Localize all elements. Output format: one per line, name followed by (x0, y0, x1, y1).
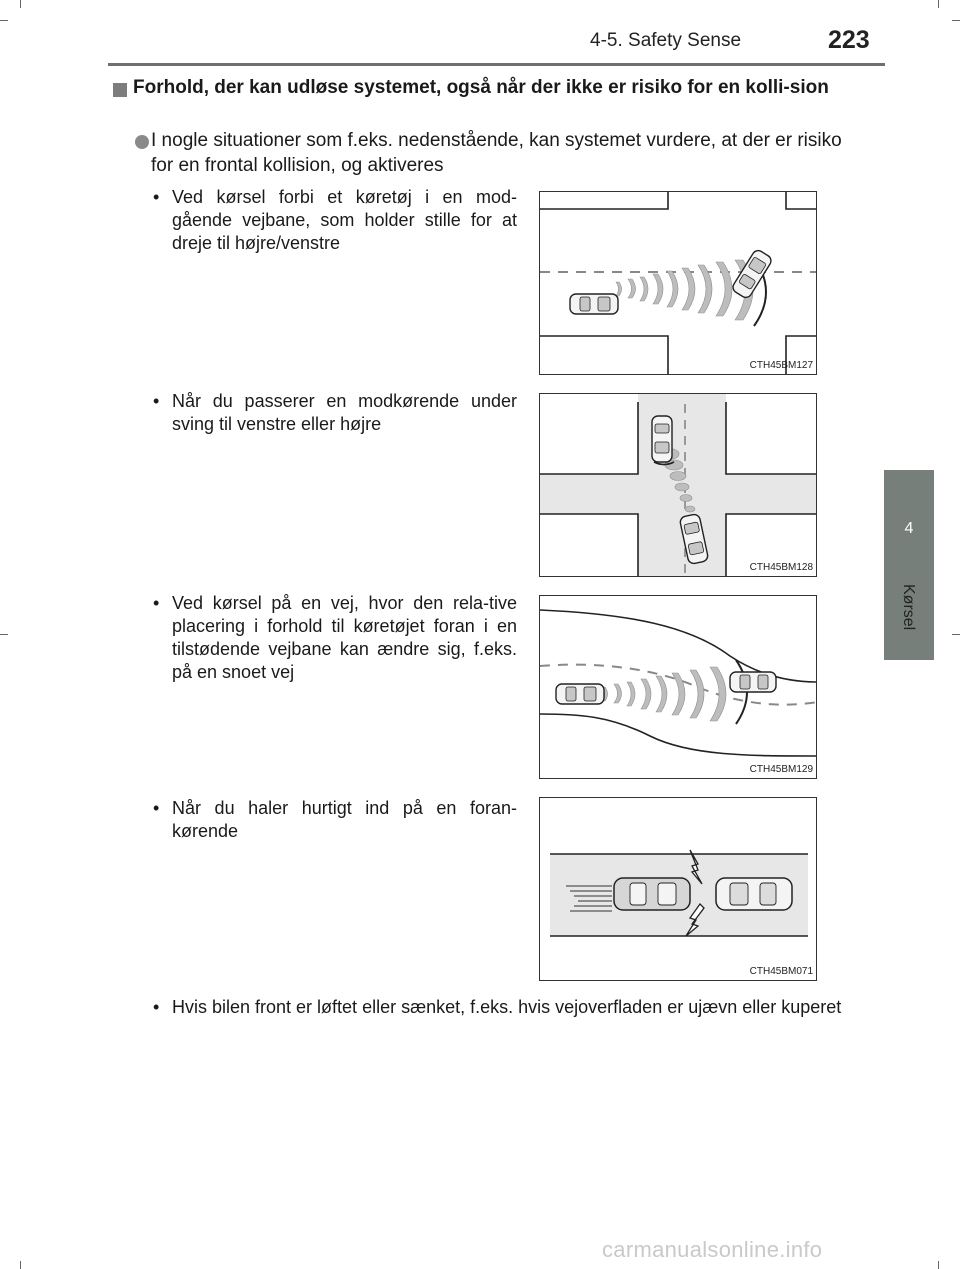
page-number: 223 (828, 26, 870, 54)
intro-paragraph: I nogle situationer som f.eks. nedenstående, kan systemet vurdere, at der er risiko for en frontal kollision, og aktiveres (151, 130, 842, 176)
section-title: 4-5. Safety Sense (590, 30, 742, 51)
list-item-text: Når du haler hurtigt ind på en foran-kørende (172, 798, 517, 841)
heading-square-icon (113, 83, 127, 97)
chapter-number: 4 (904, 520, 914, 537)
list-item-text: Hvis bilen front er løftet eller sænket, f.eks. hvis vejoverfladen er ujævn eller kuperet (172, 997, 842, 1017)
crop-mark (20, 0, 21, 8)
chapter-label: Kørsel (900, 584, 917, 631)
figure-code: CTH45BM129 (749, 764, 813, 775)
crop-mark (952, 20, 960, 21)
figure-oncoming-turning-vehicle (539, 191, 817, 375)
circle-bullet-icon (135, 135, 149, 149)
bullet-dot: • (153, 798, 160, 818)
bullet-dot: • (153, 391, 160, 411)
bullet-dot: • (153, 593, 160, 613)
section-heading: Forhold, der kan udløse systemet, også når der ikke er risiko for en kolli-sion (133, 77, 829, 98)
figure-code: CTH45BM071 (749, 966, 813, 977)
figure-code: CTH45BM127 (749, 360, 813, 371)
crop-mark (0, 634, 8, 635)
figure-rapid-approach (539, 797, 817, 981)
chapter-label-wrap (883, 576, 933, 656)
crop-mark (952, 634, 960, 635)
list-item-text: Ved kørsel forbi et køretøj i en mod-gående vejbane, som holder stille for at dreje til højre/venstre (172, 187, 517, 253)
figure-code: CTH45BM128 (749, 562, 813, 573)
crop-mark (938, 0, 939, 8)
watermark: carmanualsonline.info (602, 1237, 823, 1262)
list-item-text: Når du passerer en modkørende under sving til venstre eller højre (172, 391, 517, 434)
figure-winding-road (539, 595, 817, 779)
list-item-text: Ved kørsel på en vej, hvor den rela-tive placering i forhold til køretøjet foran i en tilstødende vejbane kan ændre sig, f.eks. på en snoet vej (172, 593, 517, 682)
figure-turning-intersection (539, 393, 817, 577)
header-divider (108, 63, 885, 66)
bullet-dot: • (153, 997, 160, 1017)
crop-mark (20, 1261, 21, 1269)
crop-mark (0, 20, 8, 21)
crop-mark (938, 1261, 939, 1269)
bullet-dot: • (153, 187, 160, 207)
